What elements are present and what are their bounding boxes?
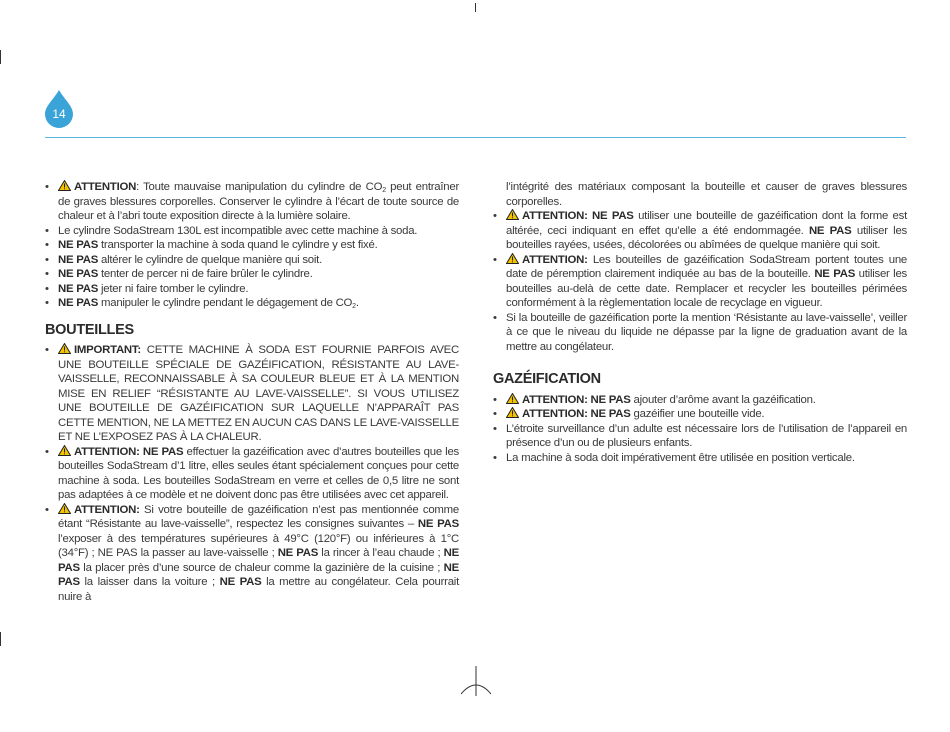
right-column: [493, 180, 907, 465]
label: ATTENTION: NE PAS: [522, 408, 631, 420]
text: Les bouteilles de gazéification SodaStream portent toutes une date de péremption clairement indiquée au bas de la bouteille.: [506, 253, 907, 280]
list-item: [493, 451, 907, 466]
text: La machine à soda doit impérativement être utilisée en position verticale.: [506, 451, 855, 464]
page-number-badge: [45, 90, 73, 128]
section-heading-gazeification: GAZÉIFICATION: [493, 371, 601, 387]
list-item: [493, 209, 907, 253]
text: l’intégrité des matériaux composant la bouteille et causer de graves blessures corporelles.: [506, 181, 907, 208]
list-item: [493, 311, 907, 355]
list-item: [493, 393, 907, 408]
label: ATTENTION: NE PAS: [74, 445, 184, 458]
warning-icon: [58, 445, 71, 456]
text: Le cylindre SodaStream 130L est incompatible avec cette machine à soda.: [58, 224, 418, 237]
crop-mark-top: [475, 3, 476, 12]
list-item: [45, 503, 459, 605]
crop-mark-left-top: [0, 50, 1, 64]
text: utiliser les bouteilles rayées, usées, décolorées ou abîmées de quelque manière qui soit.: [506, 224, 907, 251]
list-item: [493, 407, 907, 422]
label: NE PAS: [417, 518, 459, 530]
label: ATTENTION: NE PAS: [522, 210, 634, 222]
label: NE PAS: [58, 561, 459, 588]
text: peut entraîner de graves blessures corporelles. Conserver le cylindre à l’écart de toute source de chaleur et à l’abri toute exposition directe à la lumière solaire.: [58, 181, 459, 222]
warning-icon: [506, 393, 519, 404]
text: utiliser les bouteilles au-delà de cette date. Remplacer et recycler les bouteilles périmées conformément à la règlementation locale de recyclage en vigueur.: [506, 268, 907, 309]
section-heading-bouteilles: BOUTEILLES: [45, 321, 134, 338]
list-item: [45, 296, 459, 311]
label: NE PAS: [814, 268, 856, 280]
text: la placer près d’une source de chaleur comme la gazinière de la cuisine ;: [79, 561, 444, 574]
label: NE PAS: [58, 547, 459, 574]
label: ATTENTION: NE PAS: [522, 393, 631, 406]
text: Si la bouteille de gazéification porte la mention ‘Résistante au lave-vaisselle’, veiller à ce que le niveau du liquide ne dépasse par la ligne de graduation avant de la mettre au congélateur.: [506, 311, 907, 353]
label: NE PAS: [58, 268, 99, 280]
label: IMPORTANT:: [74, 344, 141, 356]
text: ajouter d’arôme avant la gazéification.: [630, 393, 816, 406]
warning-icon: [506, 253, 519, 264]
list-item: [45, 445, 459, 503]
list-item: [493, 422, 907, 451]
label: NE PAS: [808, 224, 852, 237]
text: utiliser une bouteille de gazéification dont la forme est altérée, ceci indiquant en effet qu’elle a été endommagée.: [506, 210, 907, 237]
page-number: 14: [52, 107, 66, 121]
subscript: 2: [382, 187, 386, 194]
list-item-continuation: [493, 180, 907, 209]
text: la mettre au congélateur. Cela pourrait nuire à: [58, 576, 459, 603]
label: NE PAS: [277, 547, 319, 559]
label: NE PAS: [58, 297, 99, 309]
left-column: [45, 180, 459, 604]
label: NE PAS: [58, 239, 99, 251]
warning-icon: [58, 180, 71, 191]
warning-icon: [506, 209, 519, 220]
text: la laisser dans la voiture ;: [79, 576, 220, 588]
text: Si votre bouteille de gazéification n’est pas mentionnée comme étant “Résistante au lave-vaisselle”, respectez les consignes suivantes –: [58, 503, 459, 530]
list-item: [45, 267, 459, 282]
list-item: [45, 224, 459, 239]
list-item: [45, 282, 459, 297]
label: NE PAS: [58, 282, 99, 295]
text: altérer le cylindre de quelque manière qui soit.: [98, 253, 323, 266]
gazeification-list: [493, 393, 907, 466]
list-item: [493, 253, 907, 311]
label: ATTENTION: [74, 181, 137, 193]
warning-icon: [58, 503, 71, 514]
text: l’exposer à des températures supérieures à 49°C (120°F) ou inférieures à 1°C (34°F) ; NE PAS la passer au lave-vaisselle ;: [58, 532, 459, 559]
text: jeter ni faire tomber le cylindre.: [98, 282, 249, 295]
text: effectuer la gazéification avec d’autres bouteilles que les bouteilles SodaStream d’1 litre, elles seules étant spécialement conçues pour cette machine à soda. Les bouteilles SodaStream en verre et celles de 0,5 litre ne sont pas adaptées à ce modèle et ne doivent donc pas être utilisées avec cet appareil.: [58, 445, 459, 501]
text: gazéifier une bouteille vide.: [630, 408, 765, 420]
label: NE PAS: [58, 253, 99, 266]
text: .: [355, 297, 359, 309]
subscript: 2: [352, 303, 356, 310]
list-item: [45, 343, 459, 445]
text: CETTE MACHINE À SODA EST FOURNIE PARFOIS AVEC UNE BOUTEILLE SPÉCIALE DE GAZÉIFICATION, RÉSISTANTE AU LAVE-VAISSELLE, RECONNAISSABLE À SA COULEUR BLEUE ET À LA MENTION MISE EN RELIEF “RÉSISTANTE AU LAVE-VAISSELLE”. SI VOUS UTILISEZ UNE BOUTEILLE DE GAZÉIFICATION SUR LAQUELLE N’APPARAÎT PAS CETTE MENTION, NE LA METTEZ EN AUCUN CAS DANS LE LAVE-VAISSELLE ET NE L’EXPOSEZ PAS À LA CHALEUR.: [58, 344, 459, 443]
label: ATTENTION:: [522, 253, 588, 266]
fold-mark: [461, 666, 491, 696]
bouteilles-list: [45, 343, 459, 604]
list-item: [45, 238, 459, 253]
text: L’étroite surveillance d’un adulte est nécessaire lors de l’utilisation de l’appareil en présence d’un ou de plusieurs enfants.: [506, 422, 907, 449]
co2-warnings-list: [45, 180, 459, 311]
list-item: [45, 253, 459, 268]
bouteilles-list-continued: [493, 180, 907, 354]
warning-icon: [58, 343, 71, 354]
text: la rincer à l’eau chaude ;: [318, 547, 444, 559]
text: : Toute mauvaise manipulation du cylindre de CO: [136, 181, 383, 193]
crop-mark-left-bottom: [0, 632, 1, 646]
label: NE PAS: [219, 576, 262, 588]
text: manipuler le cylindre pendant le dégagement de CO: [98, 297, 353, 309]
text: transporter la machine à soda quand le cylindre y est fixé.: [98, 239, 378, 251]
label: ATTENTION:: [74, 503, 140, 516]
warning-icon: [506, 407, 519, 418]
list-item: [45, 180, 459, 224]
text: tenter de percer ni de faire brûler le cylindre.: [98, 268, 313, 280]
header-rule: [45, 137, 906, 138]
